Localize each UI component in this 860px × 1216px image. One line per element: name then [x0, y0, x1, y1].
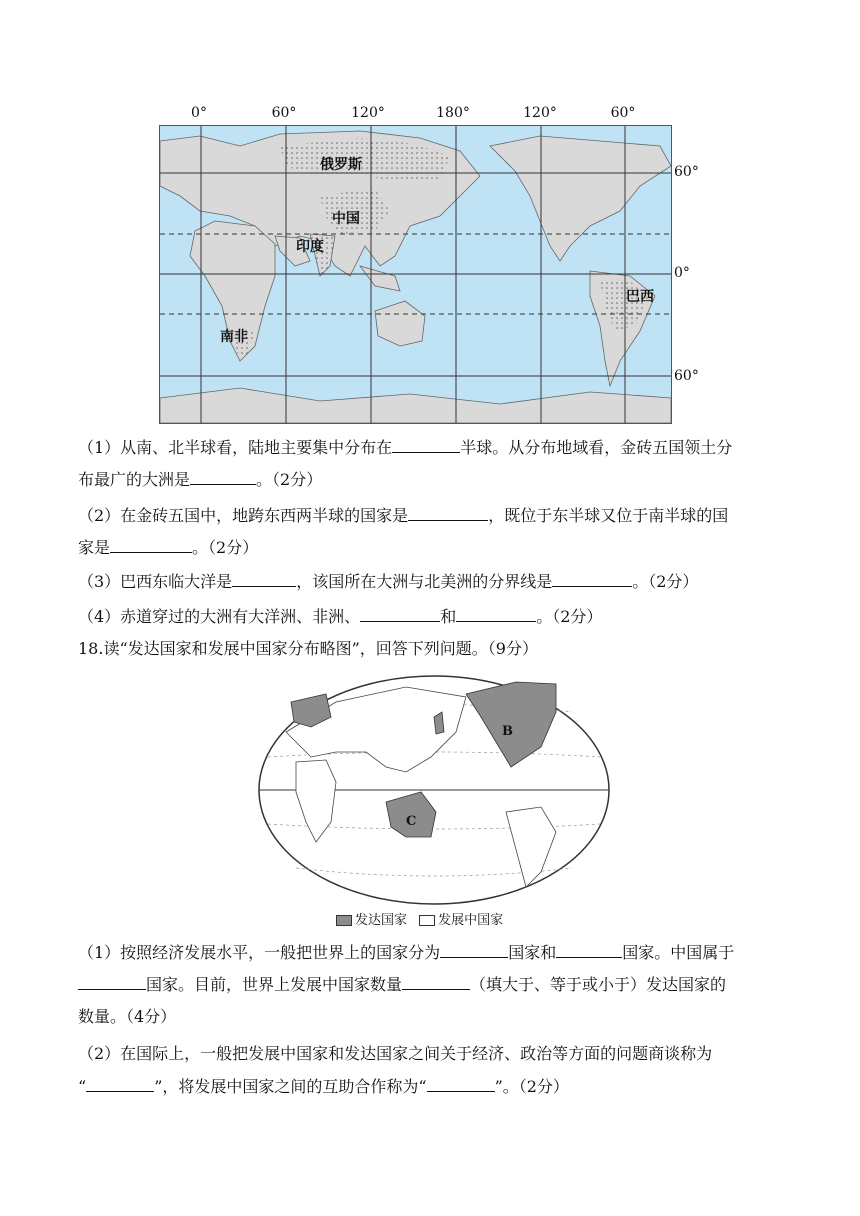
- latitude-label: 60°: [674, 368, 699, 384]
- longitude-label: 60°: [271, 105, 297, 121]
- longitude-label: 0°: [191, 105, 207, 121]
- text: 国家。中国属于: [622, 943, 735, 962]
- developed-developing-map: [256, 672, 612, 920]
- text: “: [78, 1077, 87, 1096]
- text: ”。（2分）: [494, 1077, 569, 1096]
- q17-part3: [78, 571, 698, 593]
- text: （填大于、等于或小于）发达国家的: [470, 975, 727, 994]
- q18-part1-line1: [78, 942, 734, 964]
- q18-part2-line1: （2）在国际上，一般把发展中国家和发达国家之间关于经济、政治等方面的问题商谈称为: [78, 1044, 713, 1063]
- map-label-brazil: 巴西: [626, 289, 654, 305]
- world-map-graphic: [160, 126, 671, 423]
- answer-blank[interactable]: [392, 437, 460, 453]
- text: 家是: [78, 538, 111, 557]
- q18-part1-line3: 数量。（4分）: [78, 1007, 177, 1026]
- text: （1）从南、北半球看，陆地主要集中分布在: [78, 438, 393, 457]
- map-legend: [336, 909, 503, 928]
- text: 国家和: [508, 943, 557, 962]
- answer-blank[interactable]: [440, 942, 508, 958]
- text: 布最广的大洲是: [78, 470, 191, 489]
- map-label-b: B: [502, 724, 513, 739]
- answer-blank[interactable]: [360, 606, 440, 622]
- longitude-label: 60°: [610, 105, 636, 121]
- longitude-label: 120°: [351, 105, 385, 121]
- world-map-brics: [159, 125, 672, 424]
- text: （2）在金砖五国中，地跨东西两半球的国家是: [78, 506, 409, 525]
- text: 。（2分）: [256, 470, 323, 489]
- developed-swatch: [336, 915, 352, 926]
- developing-swatch: [419, 915, 435, 926]
- text: 和: [440, 607, 457, 626]
- answer-blank[interactable]: [110, 537, 192, 553]
- q17-part2-line1: [78, 505, 728, 527]
- text: 半球。从分布地域看，金砖五国领土分: [460, 438, 733, 457]
- oval-world-map-graphic: [256, 672, 612, 908]
- answer-blank[interactable]: [78, 974, 146, 990]
- map-label-russia: 俄罗斯: [320, 157, 362, 173]
- q18-part2-line2: [78, 1076, 569, 1098]
- answer-blank[interactable]: [190, 469, 256, 485]
- map-label-china: 中国: [332, 211, 360, 227]
- map-label-south-africa: 南非: [220, 329, 248, 345]
- longitude-label: 180°: [436, 105, 470, 121]
- answer-blank[interactable]: [408, 505, 488, 521]
- map-label-india: 印度: [296, 239, 324, 255]
- q17-part1-line2: [78, 469, 322, 491]
- answer-blank[interactable]: [556, 942, 622, 958]
- answer-blank[interactable]: [86, 1076, 154, 1092]
- answer-blank[interactable]: [552, 571, 632, 587]
- answer-blank[interactable]: [427, 1076, 495, 1092]
- text: ，既位于东半球又位于南半球的国: [488, 506, 729, 525]
- answer-blank[interactable]: [456, 606, 536, 622]
- map-label-c: C: [406, 814, 417, 829]
- text: 。（2分）: [536, 607, 603, 626]
- answer-blank[interactable]: [402, 974, 470, 990]
- longitude-label: 120°: [523, 105, 557, 121]
- q17-part4: [78, 606, 602, 628]
- q17-part1-line1: [78, 437, 732, 459]
- text: 。（2分）: [632, 572, 699, 591]
- text: （3）巴西东临大洋是: [78, 572, 233, 591]
- latitude-label: 60°: [674, 164, 699, 180]
- text: ”，将发展中国家之间的互助合作称为“: [154, 1077, 427, 1096]
- q18-part1-line2: [78, 974, 726, 996]
- q17-part2-line2: [78, 537, 258, 559]
- text: 国家。目前，世界上发展中国家数量: [146, 975, 403, 994]
- legend-developed: 发达国家: [355, 913, 408, 928]
- text: 。（2分）: [192, 538, 259, 557]
- answer-blank[interactable]: [232, 571, 296, 587]
- latitude-label: 0°: [674, 265, 690, 281]
- legend-developing: 发展中国家: [438, 913, 504, 928]
- text: （4）赤道穿过的大洲有大洋洲、非洲、: [78, 607, 361, 626]
- q18-title: 18.读“发达国家和发展中国家分布略图”，回答下列问题。（9分）: [78, 639, 538, 658]
- text: ，该国所在大洲与北美洲的分界线是: [296, 572, 553, 591]
- text: （1）按照经济发展水平，一般把世界上的国家分为: [78, 943, 441, 962]
